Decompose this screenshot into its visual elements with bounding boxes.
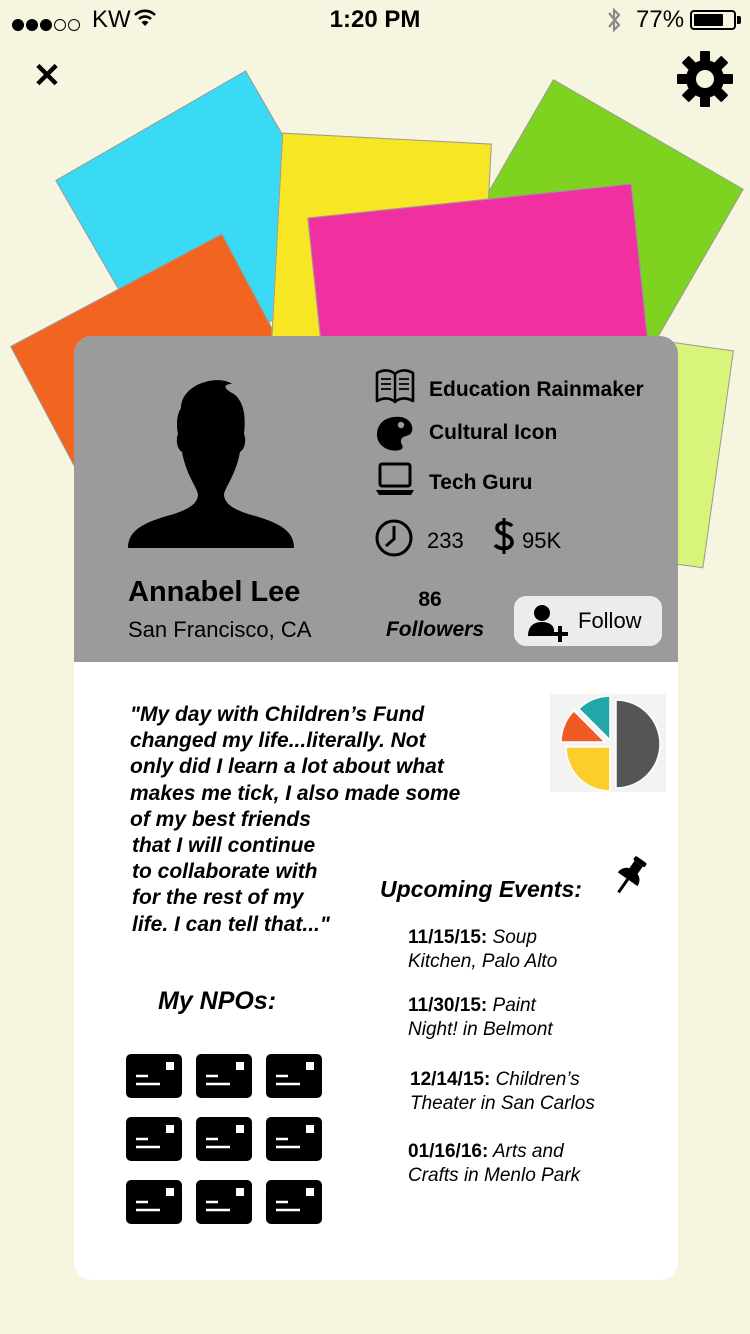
event-title-cont: Theater in San Carlos <box>410 1093 595 1114</box>
book-icon <box>374 367 416 407</box>
dollar-icon <box>492 516 516 556</box>
palette-icon <box>374 413 416 453</box>
npo-card-icon[interactable] <box>126 1117 182 1161</box>
badge-cultural-icon: Cultural Icon <box>429 421 558 444</box>
quote-line: changed my life...literally. Not <box>130 729 426 753</box>
avatar <box>128 378 294 548</box>
quote-line: for the rest of my <box>132 886 304 910</box>
status-time: 1:20 PM <box>329 6 421 33</box>
gear-icon[interactable] <box>676 50 734 108</box>
quote-line: makes me tick, I also made some <box>130 781 461 805</box>
event-item[interactable] <box>408 1140 648 1188</box>
close-button[interactable] <box>32 57 62 95</box>
quote-line: "My day with Children’s Fund <box>130 703 425 726</box>
battery-tip <box>737 16 741 24</box>
battery-icon <box>690 10 736 30</box>
quote-line: life. I can tell that..." <box>132 912 330 936</box>
close-icon: ✕ <box>32 57 62 95</box>
follow-label: Follow <box>578 608 642 633</box>
badge-education-rainmaker: Education Rainmaker <box>429 378 644 401</box>
followers-count: 86 <box>418 588 442 611</box>
battery-level <box>694 14 723 26</box>
event-title: Arts and <box>492 1141 564 1162</box>
event-item[interactable] <box>408 994 648 1042</box>
quote-line: of my best friends <box>130 807 311 831</box>
hours-stat: 233 <box>427 528 464 553</box>
event-date: 11/30/15: <box>408 995 488 1016</box>
profile-header <box>74 336 678 662</box>
profile-card <box>74 336 678 1280</box>
npo-card-icon[interactable] <box>126 1180 182 1224</box>
npo-card-icon[interactable] <box>266 1054 322 1098</box>
battery-percent: 77% <box>636 6 685 33</box>
quote-line: only did I learn a lot about what <box>130 755 444 779</box>
my-npos-title: My NPOs: <box>158 987 277 1015</box>
npo-card-icon[interactable] <box>126 1054 182 1098</box>
profile-location: San Francisco, CA <box>128 617 312 642</box>
donations-stat: 95K <box>522 528 562 553</box>
npo-card-icon[interactable] <box>266 1180 322 1224</box>
event-title: Soup <box>492 927 537 948</box>
upcoming-events-title: Upcoming Events: <box>380 876 582 902</box>
follow-button[interactable] <box>514 596 662 646</box>
event-title-cont: Kitchen, Palo Alto <box>408 951 558 972</box>
event-title-cont: Night! in Belmont <box>408 1019 553 1040</box>
event-item[interactable] <box>410 1068 650 1116</box>
pin-icon <box>610 854 650 898</box>
event-item[interactable] <box>408 926 648 974</box>
status-bar <box>0 0 750 40</box>
event-date: 01/16/16: <box>408 1141 489 1162</box>
quote-line: to collaborate with <box>132 860 318 884</box>
add-user-icon <box>526 602 570 642</box>
event-title: Paint <box>492 995 536 1016</box>
followers-label: Followers <box>385 618 485 641</box>
carrier-name: KW <box>92 6 131 33</box>
event-title-cont: Crafts in Menlo Park <box>408 1165 581 1186</box>
quote-line: that I will continue <box>132 834 316 858</box>
profile-name: Annabel Lee <box>128 576 301 608</box>
npo-card-icon[interactable] <box>196 1180 252 1224</box>
npo-card-icon[interactable] <box>196 1054 252 1098</box>
impact-pie-chart <box>550 694 666 792</box>
event-title: Children’s <box>495 1069 580 1090</box>
clock-icon <box>374 518 414 558</box>
event-date: 11/15/15: <box>408 927 488 948</box>
npo-card-icon[interactable] <box>266 1117 322 1161</box>
npo-card-icon[interactable] <box>196 1117 252 1161</box>
laptop-icon <box>374 460 416 500</box>
bluetooth-icon <box>604 6 624 34</box>
event-date: 12/14/15: <box>410 1069 491 1090</box>
badge-tech-guru: Tech Guru <box>429 471 533 494</box>
